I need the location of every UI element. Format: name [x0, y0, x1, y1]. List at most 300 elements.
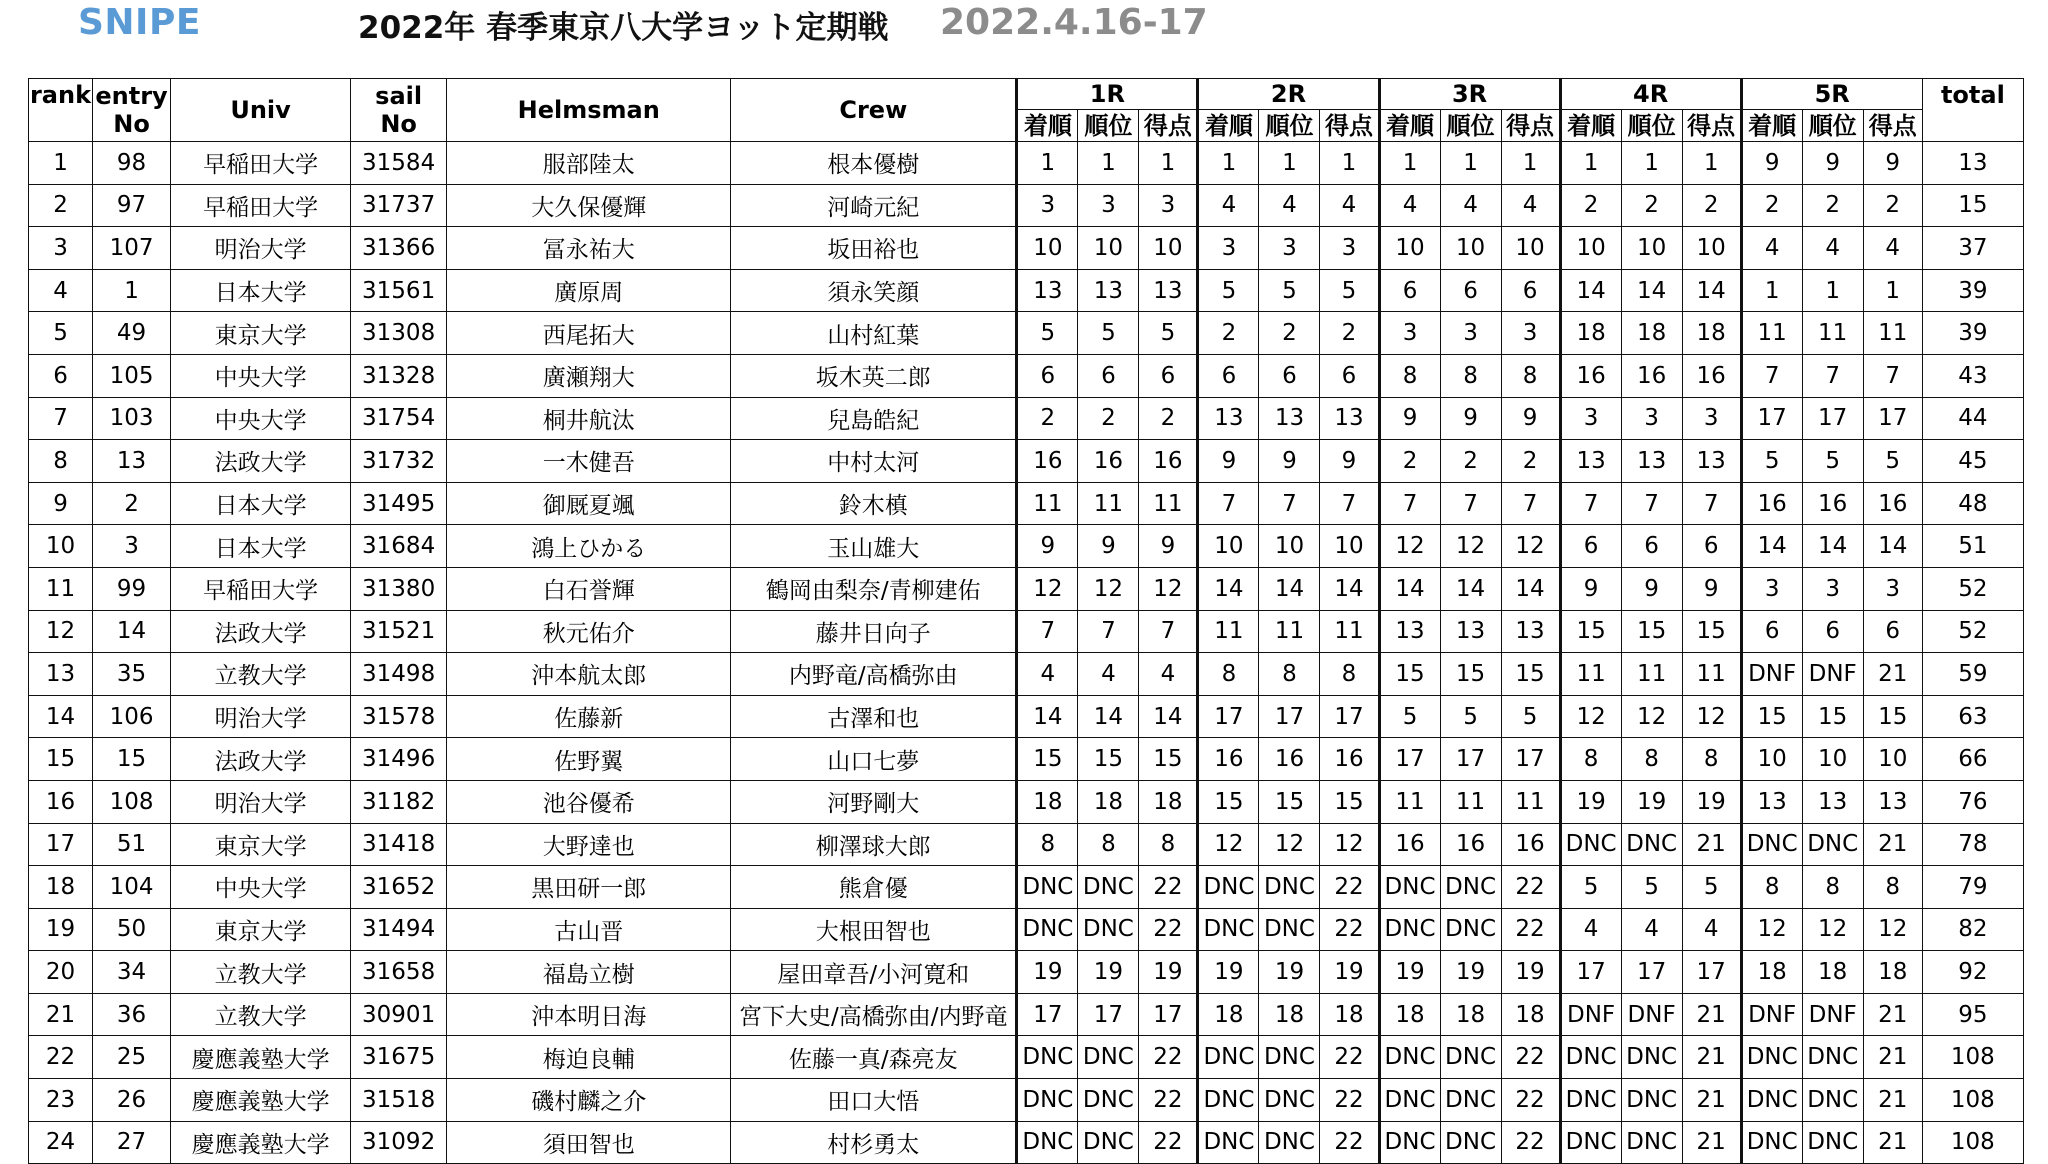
r4-finish-cell: 11 — [1560, 653, 1621, 696]
helmsman-cell: 梅迫良輔 — [447, 1036, 731, 1079]
r3-finish-cell: 6 — [1379, 269, 1440, 312]
entry-no-cell: 35 — [93, 653, 171, 696]
sail-no-cell: 31737 — [351, 184, 447, 227]
r4-place-cell: 1 — [1621, 142, 1682, 185]
entry-no-cell: 99 — [93, 567, 171, 610]
r5-place-cell: 15 — [1802, 695, 1863, 738]
r3-finish-cell: 3 — [1379, 312, 1440, 355]
total-cell: 13 — [1922, 142, 2023, 185]
r2-place-cell: 11 — [1259, 610, 1320, 653]
r1-points-cell: 22 — [1139, 866, 1198, 909]
r5-points-cell: 2 — [1863, 184, 1922, 227]
r1-place-cell: 9 — [1078, 525, 1139, 568]
header-r2-finish: 着順 — [1198, 110, 1259, 142]
crew-cell: 根本優樹 — [731, 142, 1017, 185]
rank-cell: 21 — [29, 993, 93, 1036]
table-row — [29, 653, 2024, 696]
r3-points-cell: 16 — [1501, 823, 1560, 866]
r1-place-cell: DNC — [1078, 908, 1139, 951]
r5-place-cell: DNF — [1802, 653, 1863, 696]
r5-points-cell: 21 — [1863, 1121, 1922, 1164]
r3-points-cell: 1 — [1501, 142, 1560, 185]
univ-cell: 慶應義塾大学 — [171, 1036, 351, 1079]
r3-finish-cell: 8 — [1379, 354, 1440, 397]
r3-finish-cell: 5 — [1379, 695, 1440, 738]
r5-points-cell: 15 — [1863, 695, 1922, 738]
r2-finish-cell: 5 — [1198, 269, 1259, 312]
r4-points-cell: 19 — [1682, 780, 1741, 823]
total-cell: 59 — [1922, 653, 2023, 696]
r2-place-cell: 17 — [1259, 695, 1320, 738]
r1-finish-cell: 10 — [1017, 227, 1078, 270]
r5-finish-cell: 2 — [1741, 184, 1802, 227]
r2-points-cell: 11 — [1320, 610, 1379, 653]
results-table — [28, 78, 2024, 1164]
r4-place-cell: 19 — [1621, 780, 1682, 823]
r3-finish-cell: DNC — [1379, 866, 1440, 909]
r5-points-cell: 11 — [1863, 312, 1922, 355]
r3-place-cell: 18 — [1440, 993, 1501, 1036]
r5-finish-cell: 13 — [1741, 780, 1802, 823]
r1-points-cell: 5 — [1139, 312, 1198, 355]
univ-cell: 早稲田大学 — [171, 184, 351, 227]
r2-finish-cell: 1 — [1198, 142, 1259, 185]
r2-place-cell: 10 — [1259, 525, 1320, 568]
r2-place-cell: 14 — [1259, 567, 1320, 610]
r4-points-cell: 4 — [1682, 908, 1741, 951]
entry-no-cell: 13 — [93, 440, 171, 483]
r2-place-cell: 13 — [1259, 397, 1320, 440]
table-row — [29, 567, 2024, 610]
entry-no-cell: 3 — [93, 525, 171, 568]
helmsman-cell: 池谷優希 — [447, 780, 731, 823]
r3-place-cell: 6 — [1440, 269, 1501, 312]
total-cell: 43 — [1922, 354, 2023, 397]
helmsman-cell: 須田智也 — [447, 1121, 731, 1164]
results-body — [29, 142, 2024, 1164]
header-crew: Crew — [731, 79, 1017, 142]
r4-finish-cell: 6 — [1560, 525, 1621, 568]
header-r2-points: 得点 — [1320, 110, 1379, 142]
r2-points-cell: 17 — [1320, 695, 1379, 738]
r2-points-cell: 8 — [1320, 653, 1379, 696]
sail-no-cell: 31092 — [351, 1121, 447, 1164]
univ-cell: 日本大学 — [171, 482, 351, 525]
r2-place-cell: DNC — [1259, 866, 1320, 909]
r3-place-cell: 9 — [1440, 397, 1501, 440]
rank-cell: 12 — [29, 610, 93, 653]
r4-place-cell: 2 — [1621, 184, 1682, 227]
r5-place-cell: DNF — [1802, 993, 1863, 1036]
table-row — [29, 184, 2024, 227]
r4-finish-cell: 7 — [1560, 482, 1621, 525]
r1-finish-cell: 13 — [1017, 269, 1078, 312]
helmsman-cell: 福島立樹 — [447, 951, 731, 994]
r1-place-cell: 14 — [1078, 695, 1139, 738]
table-row — [29, 440, 2024, 483]
table-header — [29, 79, 2024, 142]
r5-finish-cell: 18 — [1741, 951, 1802, 994]
r5-finish-cell: DNC — [1741, 1121, 1802, 1164]
r1-points-cell: 22 — [1139, 1036, 1198, 1079]
r2-place-cell: 5 — [1259, 269, 1320, 312]
r3-place-cell: DNC — [1440, 1079, 1501, 1122]
rank-cell: 23 — [29, 1079, 93, 1122]
total-cell: 108 — [1922, 1079, 2023, 1122]
sail-no-cell: 31652 — [351, 866, 447, 909]
crew-cell: 坂木英二郎 — [731, 354, 1017, 397]
r2-points-cell: 9 — [1320, 440, 1379, 483]
r4-points-cell: 2 — [1682, 184, 1741, 227]
univ-cell: 東京大学 — [171, 312, 351, 355]
crew-cell: 古澤和也 — [731, 695, 1017, 738]
r1-place-cell: 7 — [1078, 610, 1139, 653]
r4-points-cell: 9 — [1682, 567, 1741, 610]
total-cell: 79 — [1922, 866, 2023, 909]
r5-place-cell: 1 — [1802, 269, 1863, 312]
total-cell: 95 — [1922, 993, 2023, 1036]
r2-place-cell: DNC — [1259, 1079, 1320, 1122]
r2-place-cell: DNC — [1259, 1036, 1320, 1079]
r3-place-cell: DNC — [1440, 1121, 1501, 1164]
helmsman-cell: 白石誉輝 — [447, 567, 731, 610]
header-entry-line2: No — [113, 110, 150, 138]
r4-points-cell: 7 — [1682, 482, 1741, 525]
r5-points-cell: 12 — [1863, 908, 1922, 951]
r1-points-cell: 18 — [1139, 780, 1198, 823]
rank-cell: 18 — [29, 866, 93, 909]
univ-cell: 慶應義塾大学 — [171, 1079, 351, 1122]
rank-cell: 20 — [29, 951, 93, 994]
r2-place-cell: 12 — [1259, 823, 1320, 866]
r2-finish-cell: 19 — [1198, 951, 1259, 994]
r3-finish-cell: 9 — [1379, 397, 1440, 440]
r2-finish-cell: 18 — [1198, 993, 1259, 1036]
table-row — [29, 1036, 2024, 1079]
r5-place-cell: 7 — [1802, 354, 1863, 397]
r2-finish-cell: 15 — [1198, 780, 1259, 823]
r4-finish-cell: 14 — [1560, 269, 1621, 312]
r1-points-cell: 2 — [1139, 397, 1198, 440]
table-row — [29, 354, 2024, 397]
helmsman-cell: 廣原周 — [447, 269, 731, 312]
r4-points-cell: 14 — [1682, 269, 1741, 312]
r3-points-cell: 10 — [1501, 227, 1560, 270]
r5-finish-cell: DNC — [1741, 1036, 1802, 1079]
r5-finish-cell: 5 — [1741, 440, 1802, 483]
r1-points-cell: 8 — [1139, 823, 1198, 866]
r3-finish-cell: 16 — [1379, 823, 1440, 866]
r5-finish-cell: DNF — [1741, 653, 1802, 696]
r4-points-cell: 12 — [1682, 695, 1741, 738]
r2-finish-cell: 16 — [1198, 738, 1259, 781]
crew-cell: 屋田章吾/小河寛和 — [731, 951, 1017, 994]
r2-place-cell: 1 — [1259, 142, 1320, 185]
r5-points-cell: 6 — [1863, 610, 1922, 653]
entry-no-cell: 49 — [93, 312, 171, 355]
crew-cell: 宮下大史/高橋弥由/内野竜 — [731, 993, 1017, 1036]
crew-cell: 兒島皓紀 — [731, 397, 1017, 440]
r5-place-cell: 12 — [1802, 908, 1863, 951]
r3-finish-cell: 12 — [1379, 525, 1440, 568]
sail-no-cell: 31675 — [351, 1036, 447, 1079]
header-r4-points: 得点 — [1682, 110, 1741, 142]
r5-finish-cell: 8 — [1741, 866, 1802, 909]
r3-place-cell: 12 — [1440, 525, 1501, 568]
r1-finish-cell: 6 — [1017, 354, 1078, 397]
r4-place-cell: 15 — [1621, 610, 1682, 653]
univ-cell: 立教大学 — [171, 951, 351, 994]
rank-cell: 7 — [29, 397, 93, 440]
total-cell: 44 — [1922, 397, 2023, 440]
r1-points-cell: 7 — [1139, 610, 1198, 653]
helmsman-cell: 佐藤新 — [447, 695, 731, 738]
r5-finish-cell: 6 — [1741, 610, 1802, 653]
r4-points-cell: 8 — [1682, 738, 1741, 781]
total-cell: 45 — [1922, 440, 2023, 483]
entry-no-cell: 106 — [93, 695, 171, 738]
r3-points-cell: 19 — [1501, 951, 1560, 994]
r1-points-cell: 16 — [1139, 440, 1198, 483]
crew-cell: 玉山雄大 — [731, 525, 1017, 568]
r3-finish-cell: DNC — [1379, 1121, 1440, 1164]
header-r3-finish: 着順 — [1379, 110, 1440, 142]
r4-place-cell: 13 — [1621, 440, 1682, 483]
r2-finish-cell: 13 — [1198, 397, 1259, 440]
r3-place-cell: 19 — [1440, 951, 1501, 994]
entry-no-cell: 15 — [93, 738, 171, 781]
sail-no-cell: 31584 — [351, 142, 447, 185]
sail-no-cell: 31366 — [351, 227, 447, 270]
sail-no-cell: 31496 — [351, 738, 447, 781]
r2-place-cell: 16 — [1259, 738, 1320, 781]
header-helmsman: Helmsman — [447, 79, 731, 142]
r4-place-cell: 3 — [1621, 397, 1682, 440]
r1-finish-cell: 2 — [1017, 397, 1078, 440]
r5-finish-cell: 7 — [1741, 354, 1802, 397]
r4-points-cell: 15 — [1682, 610, 1741, 653]
r4-points-cell: 1 — [1682, 142, 1741, 185]
rank-cell: 10 — [29, 525, 93, 568]
r1-finish-cell: 19 — [1017, 951, 1078, 994]
r1-finish-cell: DNC — [1017, 908, 1078, 951]
r5-place-cell: 10 — [1802, 738, 1863, 781]
r1-finish-cell: 11 — [1017, 482, 1078, 525]
entry-no-cell: 108 — [93, 780, 171, 823]
total-cell: 39 — [1922, 269, 2023, 312]
header-sail-line2: No — [380, 110, 417, 138]
total-cell: 52 — [1922, 610, 2023, 653]
rank-cell: 9 — [29, 482, 93, 525]
sail-no-cell: 31754 — [351, 397, 447, 440]
r2-points-cell: 22 — [1320, 908, 1379, 951]
r2-finish-cell: 8 — [1198, 653, 1259, 696]
r1-points-cell: 22 — [1139, 1121, 1198, 1164]
r1-finish-cell: 17 — [1017, 993, 1078, 1036]
r1-place-cell: 16 — [1078, 440, 1139, 483]
r4-points-cell: 13 — [1682, 440, 1741, 483]
r4-place-cell: DNF — [1621, 993, 1682, 1036]
header-r1-finish: 着順 — [1017, 110, 1078, 142]
header-r4-place: 順位 — [1621, 110, 1682, 142]
helmsman-cell: 大野達也 — [447, 823, 731, 866]
r1-points-cell: 12 — [1139, 567, 1198, 610]
sail-no-cell: 31418 — [351, 823, 447, 866]
r3-place-cell: 11 — [1440, 780, 1501, 823]
crew-cell: 藤井日向子 — [731, 610, 1017, 653]
entry-no-cell: 26 — [93, 1079, 171, 1122]
univ-cell: 中央大学 — [171, 354, 351, 397]
r3-finish-cell: 7 — [1379, 482, 1440, 525]
header-rank: rank — [29, 79, 93, 142]
r2-place-cell: 6 — [1259, 354, 1320, 397]
r1-finish-cell: 18 — [1017, 780, 1078, 823]
r2-points-cell: 22 — [1320, 866, 1379, 909]
r5-place-cell: 16 — [1802, 482, 1863, 525]
helmsman-cell: 古山晋 — [447, 908, 731, 951]
table-row — [29, 1121, 2024, 1164]
r4-points-cell: 21 — [1682, 993, 1741, 1036]
r5-points-cell: 7 — [1863, 354, 1922, 397]
r2-points-cell: 2 — [1320, 312, 1379, 355]
entry-no-cell: 107 — [93, 227, 171, 270]
rank-cell: 16 — [29, 780, 93, 823]
r1-finish-cell: 14 — [1017, 695, 1078, 738]
r5-place-cell: 3 — [1802, 567, 1863, 610]
r3-finish-cell: 15 — [1379, 653, 1440, 696]
r1-points-cell: 17 — [1139, 993, 1198, 1036]
r1-points-cell: 9 — [1139, 525, 1198, 568]
header-r5-place: 順位 — [1802, 110, 1863, 142]
header-r4-finish: 着順 — [1560, 110, 1621, 142]
entry-no-cell: 103 — [93, 397, 171, 440]
helmsman-cell: 西尾拓大 — [447, 312, 731, 355]
r4-points-cell: 10 — [1682, 227, 1741, 270]
header-round-1: 1R — [1017, 79, 1198, 110]
r2-finish-cell: 6 — [1198, 354, 1259, 397]
r1-points-cell: 14 — [1139, 695, 1198, 738]
r4-finish-cell: 12 — [1560, 695, 1621, 738]
rank-cell: 2 — [29, 184, 93, 227]
r4-points-cell: 3 — [1682, 397, 1741, 440]
crew-cell: 佐藤一真/森亮友 — [731, 1036, 1017, 1079]
r1-place-cell: DNC — [1078, 1036, 1139, 1079]
r2-points-cell: 12 — [1320, 823, 1379, 866]
class-name: SNIPE — [78, 2, 201, 43]
r3-points-cell: 2 — [1501, 440, 1560, 483]
r2-points-cell: 1 — [1320, 142, 1379, 185]
r1-points-cell: 1 — [1139, 142, 1198, 185]
r1-place-cell: 13 — [1078, 269, 1139, 312]
r2-place-cell: DNC — [1259, 908, 1320, 951]
r1-points-cell: 3 — [1139, 184, 1198, 227]
r3-place-cell: 3 — [1440, 312, 1501, 355]
r3-points-cell: 7 — [1501, 482, 1560, 525]
table-row — [29, 908, 2024, 951]
r1-finish-cell: 16 — [1017, 440, 1078, 483]
r3-place-cell: 2 — [1440, 440, 1501, 483]
crew-cell: 熊倉優 — [731, 866, 1017, 909]
r4-place-cell: DNC — [1621, 1079, 1682, 1122]
r3-place-cell: 15 — [1440, 653, 1501, 696]
helmsman-cell: 桐井航汰 — [447, 397, 731, 440]
helmsman-cell: 一木健吾 — [447, 440, 731, 483]
table-row — [29, 610, 2024, 653]
helmsman-cell: 冨永祐大 — [447, 227, 731, 270]
r1-points-cell: 19 — [1139, 951, 1198, 994]
r2-place-cell: 8 — [1259, 653, 1320, 696]
r5-place-cell: DNC — [1802, 823, 1863, 866]
crew-cell: 須永笑顔 — [731, 269, 1017, 312]
r5-points-cell: 4 — [1863, 227, 1922, 270]
r5-points-cell: 9 — [1863, 142, 1922, 185]
r4-place-cell: 16 — [1621, 354, 1682, 397]
rank-cell: 24 — [29, 1121, 93, 1164]
sail-no-cell: 31521 — [351, 610, 447, 653]
event-title: 2022年 春季東京八大学ヨット定期戦 — [358, 10, 889, 46]
r4-points-cell: 18 — [1682, 312, 1741, 355]
r4-place-cell: 17 — [1621, 951, 1682, 994]
header-r3-place: 順位 — [1440, 110, 1501, 142]
r5-place-cell: 4 — [1802, 227, 1863, 270]
r4-finish-cell: 3 — [1560, 397, 1621, 440]
sail-no-cell: 31658 — [351, 951, 447, 994]
r5-points-cell: 13 — [1863, 780, 1922, 823]
r3-finish-cell: DNC — [1379, 908, 1440, 951]
helmsman-cell: 沖本航太郎 — [447, 653, 731, 696]
r4-points-cell: 6 — [1682, 525, 1741, 568]
r2-place-cell: 4 — [1259, 184, 1320, 227]
r3-points-cell: 22 — [1501, 908, 1560, 951]
r4-place-cell: 14 — [1621, 269, 1682, 312]
rank-cell: 13 — [29, 653, 93, 696]
sail-no-cell: 31380 — [351, 567, 447, 610]
helmsman-cell: 服部陸太 — [447, 142, 731, 185]
r1-points-cell: 13 — [1139, 269, 1198, 312]
rank-cell: 19 — [29, 908, 93, 951]
r5-place-cell: 2 — [1802, 184, 1863, 227]
crew-cell: 山村紅葉 — [731, 312, 1017, 355]
table-row — [29, 823, 2024, 866]
r1-points-cell: 11 — [1139, 482, 1198, 525]
header-round-4: 4R — [1560, 79, 1741, 110]
rank-cell: 3 — [29, 227, 93, 270]
sail-no-cell: 31494 — [351, 908, 447, 951]
r5-points-cell: 21 — [1863, 653, 1922, 696]
rank-cell: 22 — [29, 1036, 93, 1079]
r1-place-cell: 15 — [1078, 738, 1139, 781]
header-r5-finish: 着順 — [1741, 110, 1802, 142]
crew-cell: 田口大悟 — [731, 1079, 1017, 1122]
r2-finish-cell: DNC — [1198, 1121, 1259, 1164]
rank-cell: 8 — [29, 440, 93, 483]
r4-place-cell: 8 — [1621, 738, 1682, 781]
table-row — [29, 780, 2024, 823]
r3-points-cell: 6 — [1501, 269, 1560, 312]
rank-cell: 1 — [29, 142, 93, 185]
r3-points-cell: 13 — [1501, 610, 1560, 653]
crew-cell: 山口七夢 — [731, 738, 1017, 781]
r5-finish-cell: DNF — [1741, 993, 1802, 1036]
r3-place-cell: 8 — [1440, 354, 1501, 397]
r3-finish-cell: 2 — [1379, 440, 1440, 483]
r1-finish-cell: 3 — [1017, 184, 1078, 227]
r2-place-cell: 15 — [1259, 780, 1320, 823]
total-cell: 52 — [1922, 567, 2023, 610]
r3-finish-cell: 19 — [1379, 951, 1440, 994]
crew-cell: 大根田智也 — [731, 908, 1017, 951]
r3-points-cell: 4 — [1501, 184, 1560, 227]
